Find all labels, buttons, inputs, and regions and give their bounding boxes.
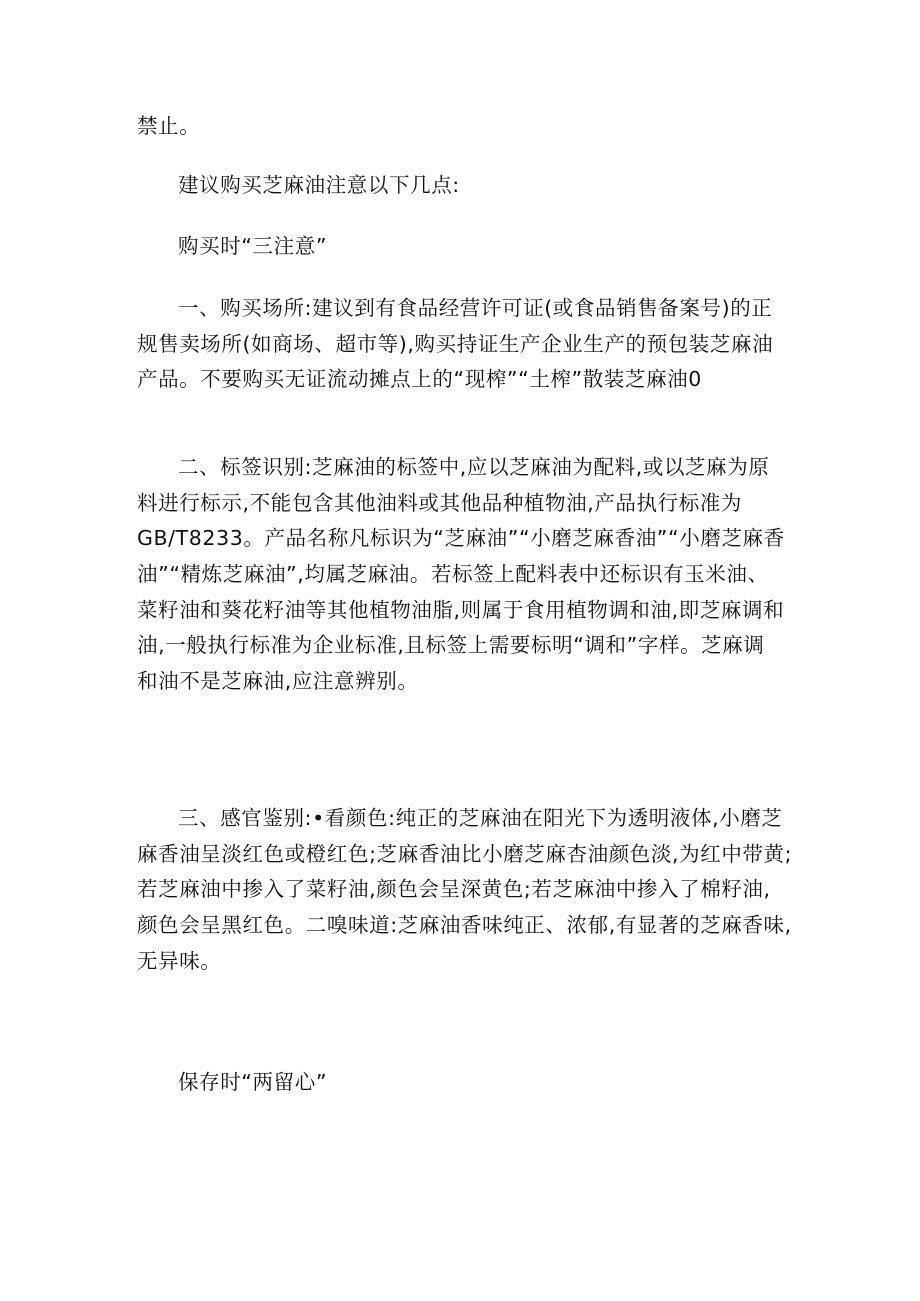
heading-store-two-cares [137,1065,797,1101]
text-line: 油,一般执行标准为企业标准,且标签上需要标明“调和”字样。芝麻调 [137,633,765,658]
paragraph-intro-end [137,109,797,145]
text-line: 购买时“三注意” [178,234,328,258]
text-line: 油”“精炼芝麻油”,均属芝麻油。若标签上配料表中还标识有玉米油、 [137,562,769,587]
text-line: 麻香油呈淡红色或橙红色;芝麻香油比小磨芝麻杏油颜色淡,为红中带黄; [137,841,793,866]
text-line: 产品。不要购买无证流动摊点上的“现榨”“土榨”散装芝麻油0 [137,367,702,392]
text-line: 一、购买场所:建议到有食品经营许可证(或食品销售备案号)的正 [178,296,773,320]
text-line: 二、标签识别:芝麻油的标签中,应以芝麻油为配料,或以芝麻为原 [178,455,770,479]
paragraph-advice [137,168,797,204]
text-line: 禁止。 [137,114,201,138]
heading-buy-three-notes [137,229,797,265]
paragraph-label-identification [137,450,797,700]
text-line: 三、感官鉴别:•看颜色:纯正的芝麻油在阳光下为透明液体,小磨芝 [178,806,783,830]
text-line: 建议购买芝麻油注意以下几点: [178,173,460,197]
text-line: 和油不是芝麻油,应注意辨别。 [137,669,419,694]
text-line: 颜色会呈黑红色。二嗅味道:芝麻油香味纯正、浓郁,有显著的芝麻香味, [137,913,792,938]
text-line: GB/T8233。产品名称凡标识为“芝麻油”“小磨芝麻香油”“小磨芝麻香 [137,526,785,551]
text-line: 无异味。 [137,948,222,973]
text-line: 保存时“两留心” [178,1070,328,1094]
text-line: 料进行标示,不能包含其他油料或其他品种植物油,产品执行标准为 [137,490,743,515]
text-line: 规售卖场所(如商场、超市等),购买持证生产企业生产的预包装芝麻油 [137,331,774,356]
text-line: 若芝麻油中掺入了菜籽油,颜色会呈深黄色;若芝麻油中掺入了棉籽油, [137,877,771,902]
paragraph-purchase-place [137,291,797,398]
paragraph-sensory-identification [137,801,797,979]
text-line: 菜籽油和葵花籽油等其他植物油脂,则属于食用植物调和油,即芝麻调和 [137,597,785,622]
